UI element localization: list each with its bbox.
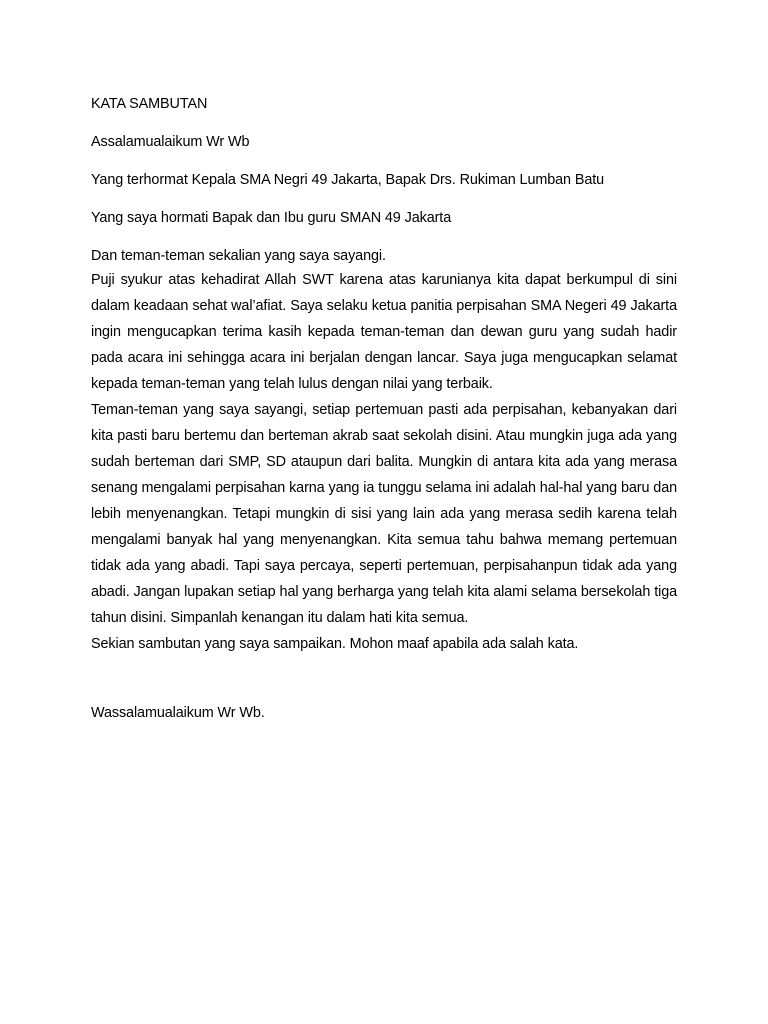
document-body (91, 94, 677, 724)
document-title: KATA SAMBUTAN (91, 96, 208, 112)
paragraph-gratitude: Puji syukur atas kehadirat Allah SWT karena atas karunianya kita dapat berkumpul di sini dalam keadaan sehat wal’afiat. Saya selaku ketua panitia perpisahan SMA Negeri 49 Jakarta ingin mengucapkan terima kasih kepada teman-teman dan dewan guru yang sudah hadir pada acara ini sehingga acara ini berjalan dengan lancar. Saya juga mengucapkan selamat kepada teman-teman yang telah lulus dengan nilai yang terbaik. (91, 272, 677, 392)
salutation-friends: Dan teman-teman sekalian yang saya sayangi. (91, 248, 386, 264)
greeting: Assalamualaikum Wr Wb (91, 134, 250, 150)
salutation-teachers: Yang saya hormati Bapak dan Ibu guru SMAN 49 Jakarta (91, 210, 452, 226)
paragraph-apology: Sekian sambutan yang saya sampaikan. Mohon maaf apabila ada salah kata. (91, 636, 579, 652)
paragraph-farewell: Teman-teman yang saya sayangi, setiap pertemuan pasti ada perpisahan, kebanyakan dari kita pasti baru bertemu dan berteman akrab saat sekolah disini. Atau mungkin juga ada yang sudah berteman dari SMP, SD ataupun dari balita. Mungkin di antara kita ada yang merasa senang mengalami perpisahan karna yang ia tunggu selama ini adalah hal-hal yang baru dan lebih menyenangkan. Tetapi mungkin di sisi yang lain ada yang merasa sedih karena telah mengalami banyak hal yang menyenangkan. Kita semua tahu bahwa memang pertemuan tidak ada yang abadi. Tapi saya percaya, seperti pertemuan, perpisahanpun tidak ada yang abadi. Jangan lupakan setiap hal yang berharga yang telah kita alami selama bersekolah tiga tahun disini. Simpanlah kenangan itu dalam hati kita semua. (91, 402, 677, 626)
closing-salutation: Wassalamualaikum Wr Wb. (91, 705, 265, 721)
salutation-principal: Yang terhormat Kepala SMA Negri 49 Jakarta, Bapak Drs. Rukiman Lumban Batu (91, 172, 605, 188)
